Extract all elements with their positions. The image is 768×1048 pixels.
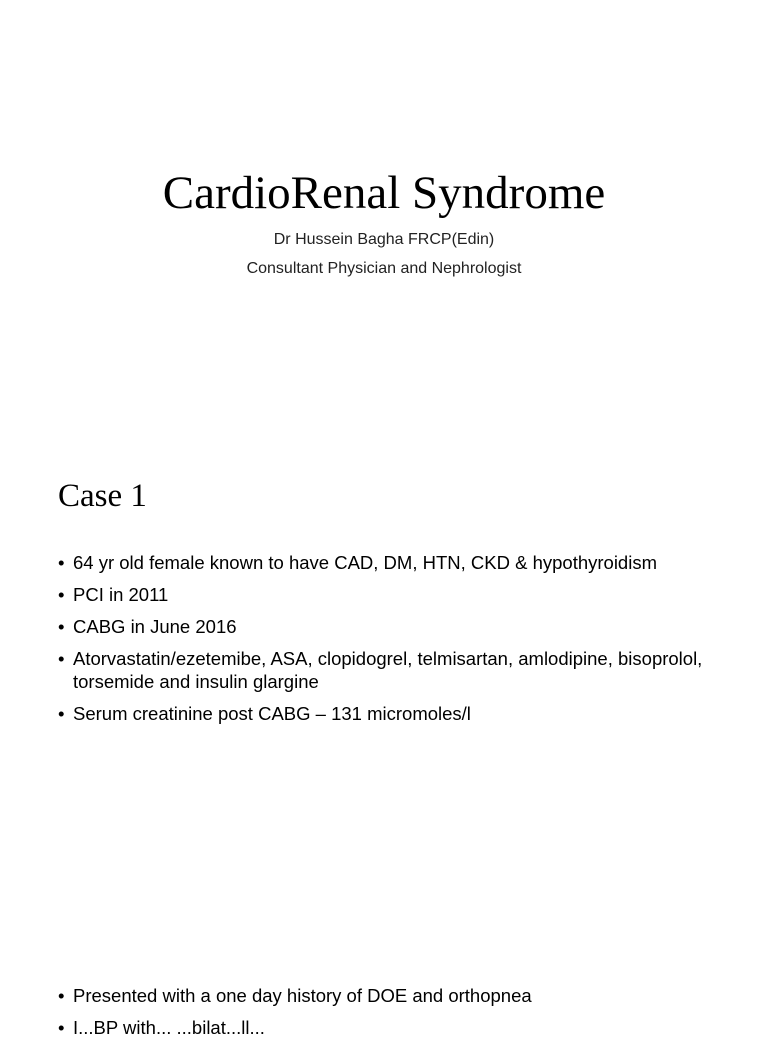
title-slide (0, 0, 768, 432)
bullet-text: PCI in 2011 (73, 584, 169, 605)
bullet-item (58, 551, 718, 574)
bullet-glyph: • (58, 584, 65, 605)
presentation-slide (0, 864, 768, 1038)
case-slide (0, 432, 768, 864)
bullet-glyph: • (58, 616, 65, 637)
bullet-glyph: • (58, 703, 65, 724)
bullet-item (58, 615, 718, 638)
bullet-text: I...BP with... ...bilat...ll... (73, 1017, 265, 1038)
bullet-text: Atorvastatin/ezetemibe, ASA, clopidogrel, telmisartan, amlodipine, bisoprolol, torsemide and insulin glargine (73, 648, 703, 692)
bullet-item (58, 583, 718, 606)
bullet-item (58, 702, 718, 725)
bullet-text: 64 yr old female known to have CAD, DM, HTN, CKD & hypothyroidism (73, 552, 657, 573)
bullet-item (58, 984, 718, 1007)
bullet-glyph: • (58, 552, 65, 573)
bullet-glyph: • (58, 1017, 65, 1038)
bullet-text: Serum creatinine post CABG – 131 micromoles/l (73, 703, 471, 724)
bullet-text: Presented with a one day history of DOE and orthopnea (73, 985, 532, 1006)
bullet-text: CABG in June 2016 (73, 616, 237, 637)
presentation-title: CardioRenal Syndrome (162, 167, 606, 219)
case-title: Case 1 (58, 478, 147, 514)
presentation-bullet-list (58, 984, 718, 1048)
bullet-glyph: • (58, 985, 65, 1006)
bullet-glyph: • (58, 648, 65, 669)
author-name: Dr Hussein Bagha FRCP(Edin) (273, 231, 495, 248)
bullet-item (58, 647, 718, 693)
bullet-item-cut-off (58, 1016, 718, 1039)
case-bullet-list (58, 551, 718, 734)
author-role: Consultant Physician and Nephrologist (246, 260, 522, 277)
